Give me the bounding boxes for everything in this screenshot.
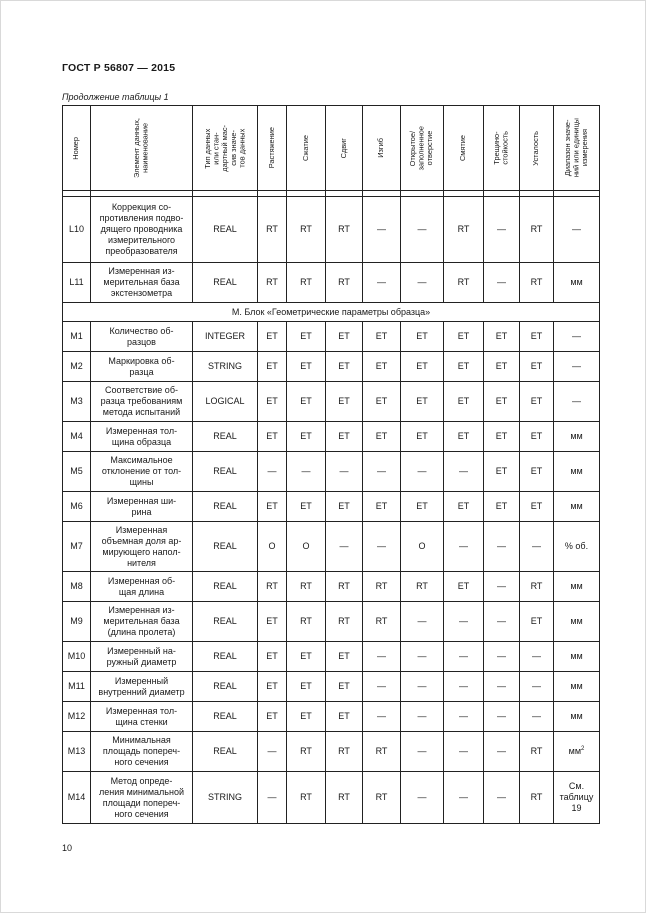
test-value-cell: ET	[520, 352, 554, 382]
test-value-cell: —	[520, 522, 554, 572]
data-type: REAL	[193, 422, 258, 452]
test-value-cell: —	[401, 772, 444, 824]
test-value-cell: RT	[444, 197, 484, 263]
column-header-label: Диапазон значе- ний или единицы измерения	[562, 118, 589, 178]
test-value-cell: ET	[326, 382, 363, 422]
column-header	[484, 106, 520, 191]
test-value-cell: ET	[444, 352, 484, 382]
test-value-cell: ET	[520, 322, 554, 352]
row-number: M11	[63, 672, 91, 702]
test-value-cell: ET	[520, 602, 554, 642]
table-row	[63, 452, 600, 492]
test-value-cell: ET	[444, 422, 484, 452]
unit-exponent: 2	[581, 746, 585, 752]
range-text: мм	[570, 431, 583, 441]
row-number: M13	[63, 732, 91, 772]
test-value-cell: ET	[444, 492, 484, 522]
test-value-cell: —	[326, 522, 363, 572]
column-header-label: Трещино- стойкость	[491, 131, 510, 165]
test-value-cell: ET	[326, 642, 363, 672]
test-value-cell: —	[401, 602, 444, 642]
test-value-cell: —	[363, 452, 401, 492]
test-value-cell: ET	[444, 572, 484, 602]
test-value-cell: RT	[287, 263, 326, 303]
test-value-cell: —	[401, 702, 444, 732]
column-header-label: Сдвиг	[338, 137, 348, 159]
range-text: мм	[570, 711, 583, 721]
table-row	[63, 572, 600, 602]
section-title: М. Блок «Геометрические параметры образца»	[63, 303, 600, 322]
page-number: 10	[62, 843, 73, 853]
range-or-unit	[554, 772, 600, 824]
row-number: M7	[63, 522, 91, 572]
test-value-cell: —	[363, 702, 401, 732]
data-element-name: Измеренная об- щая длина	[91, 572, 193, 602]
range-text: % об.	[564, 541, 589, 551]
test-value-cell: —	[401, 263, 444, 303]
test-value-cell: RT	[287, 602, 326, 642]
test-value-cell: —	[401, 672, 444, 702]
table-row	[63, 522, 600, 572]
column-header-label: Изгиб	[376, 138, 386, 158]
column-header	[91, 106, 193, 191]
range-or-unit	[554, 197, 600, 263]
data-element-name: Коррекция со- противления подво- дящего проводника измерительного преобразователя	[91, 197, 193, 263]
test-value-cell: RT	[258, 197, 287, 263]
test-value-cell: —	[363, 263, 401, 303]
range-text: мм	[570, 616, 583, 626]
range-text: —	[572, 331, 581, 341]
test-value-cell: RT	[401, 572, 444, 602]
column-header	[287, 106, 326, 191]
test-value-cell: ET	[484, 492, 520, 522]
test-value-cell: RT	[258, 263, 287, 303]
test-value-cell: —	[484, 772, 520, 824]
range-text: мм	[568, 746, 582, 756]
row-number: M9	[63, 602, 91, 642]
test-value-cell: ET	[287, 352, 326, 382]
test-value-cell: —	[484, 602, 520, 642]
data-element-name: Измеренный внутренний диаметр	[91, 672, 193, 702]
test-value-cell: —	[484, 702, 520, 732]
test-value-cell: —	[484, 522, 520, 572]
test-value-cell: —	[401, 197, 444, 263]
test-value-cell: ET	[484, 322, 520, 352]
test-value-cell: ET	[401, 322, 444, 352]
test-value-cell: ET	[444, 322, 484, 352]
table-row	[63, 672, 600, 702]
range-text: мм	[570, 466, 583, 476]
test-value-cell: RT	[326, 197, 363, 263]
column-header-label: Номер	[71, 136, 81, 160]
table-row	[63, 352, 600, 382]
data-type: REAL	[193, 602, 258, 642]
test-value-cell: ET	[401, 492, 444, 522]
data-element-name: Измеренная тол- щина стенки	[91, 702, 193, 732]
test-value-cell: ET	[363, 422, 401, 452]
table-row	[63, 642, 600, 672]
test-value-cell: —	[484, 263, 520, 303]
test-value-cell: ET	[363, 492, 401, 522]
range-or-unit	[554, 422, 600, 452]
table-row	[63, 197, 600, 263]
range-text: —	[572, 224, 581, 234]
test-value-cell: ET	[484, 352, 520, 382]
data-type: REAL	[193, 263, 258, 303]
test-value-cell: —	[444, 522, 484, 572]
test-value-cell: ET	[287, 422, 326, 452]
test-value-cell: RT	[287, 197, 326, 263]
row-number: M14	[63, 772, 91, 824]
test-value-cell: ET	[287, 702, 326, 732]
data-element-name: Измеренная объемная доля ар- мирующего напол- нителя	[91, 522, 193, 572]
test-value-cell: —	[520, 672, 554, 702]
column-header	[401, 106, 444, 191]
column-header	[193, 106, 258, 191]
test-value-cell: ET	[401, 382, 444, 422]
spec-table	[62, 105, 600, 824]
row-number: M3	[63, 382, 91, 422]
row-number: M1	[63, 322, 91, 352]
test-value-cell: —	[444, 732, 484, 772]
range-or-unit	[554, 263, 600, 303]
test-value-cell: RT	[363, 602, 401, 642]
row-number: M6	[63, 492, 91, 522]
test-value-cell: —	[444, 452, 484, 492]
column-header	[554, 106, 600, 191]
data-type: REAL	[193, 197, 258, 263]
test-value-cell: O	[287, 522, 326, 572]
test-value-cell: ET	[326, 422, 363, 452]
data-type: REAL	[193, 642, 258, 672]
test-value-cell: ET	[258, 322, 287, 352]
data-type: REAL	[193, 492, 258, 522]
test-value-cell: —	[484, 197, 520, 263]
test-value-cell: —	[444, 672, 484, 702]
row-number: M5	[63, 452, 91, 492]
test-value-cell: —	[520, 642, 554, 672]
column-header	[326, 106, 363, 191]
row-number: M2	[63, 352, 91, 382]
test-value-cell: —	[444, 702, 484, 732]
range-or-unit	[554, 382, 600, 422]
test-value-cell: —	[484, 732, 520, 772]
test-value-cell: ET	[326, 352, 363, 382]
column-header	[363, 106, 401, 191]
data-type: REAL	[193, 732, 258, 772]
test-value-cell: ET	[287, 672, 326, 702]
data-type: INTEGER	[193, 322, 258, 352]
range-text: мм	[570, 581, 583, 591]
test-value-cell: ET	[363, 382, 401, 422]
row-number: L10	[63, 197, 91, 263]
data-element-name: Измеренная из- мерительная база (длина пролета)	[91, 602, 193, 642]
test-value-cell: RT	[287, 572, 326, 602]
range-or-unit	[554, 522, 600, 572]
test-value-cell: —	[444, 602, 484, 642]
test-value-cell: RT	[520, 263, 554, 303]
test-value-cell: —	[287, 452, 326, 492]
row-number: L11	[63, 263, 91, 303]
range-or-unit	[554, 352, 600, 382]
test-value-cell: RT	[520, 732, 554, 772]
test-value-cell: —	[401, 642, 444, 672]
range-text: мм	[570, 277, 583, 287]
test-value-cell: ET	[444, 382, 484, 422]
test-value-cell: ET	[520, 492, 554, 522]
row-number: M4	[63, 422, 91, 452]
column-header-label: Открытое/ заполненное отверстие	[408, 125, 435, 171]
data-type: REAL	[193, 572, 258, 602]
range-or-unit	[554, 492, 600, 522]
test-value-cell: ET	[287, 382, 326, 422]
row-number: M10	[63, 642, 91, 672]
range-or-unit	[554, 732, 600, 772]
column-header-label: Усталость	[531, 130, 541, 166]
range-text: См. таблицу 19	[559, 781, 594, 813]
test-value-cell: RT	[363, 772, 401, 824]
test-value-cell: ET	[287, 642, 326, 672]
test-value-cell: ET	[258, 602, 287, 642]
test-value-cell: —	[484, 672, 520, 702]
range-or-unit	[554, 672, 600, 702]
test-value-cell: ET	[363, 352, 401, 382]
test-value-cell: ET	[287, 322, 326, 352]
range-or-unit	[554, 642, 600, 672]
test-value-cell: —	[363, 672, 401, 702]
test-value-cell: RT	[520, 197, 554, 263]
test-value-cell: ET	[258, 382, 287, 422]
test-value-cell: RT	[287, 772, 326, 824]
test-value-cell: RT	[326, 263, 363, 303]
test-value-cell: —	[484, 642, 520, 672]
test-value-cell: ET	[287, 492, 326, 522]
test-value-cell: ET	[401, 352, 444, 382]
range-text: мм	[570, 651, 583, 661]
data-element-name: Измеренный на- ружный диаметр	[91, 642, 193, 672]
test-value-cell: ET	[520, 422, 554, 452]
table-caption: Продолжение таблицы 1	[62, 92, 169, 102]
test-value-cell: —	[326, 452, 363, 492]
test-value-cell: —	[363, 642, 401, 672]
test-value-cell: RT	[363, 732, 401, 772]
column-header	[258, 106, 287, 191]
test-value-cell: ET	[484, 422, 520, 452]
test-value-cell: —	[363, 522, 401, 572]
table-row	[63, 422, 600, 452]
test-value-cell: RT	[326, 772, 363, 824]
section-row	[63, 303, 600, 322]
test-value-cell: ET	[484, 452, 520, 492]
column-header-label: Элемент данных, наименование	[131, 118, 150, 178]
data-element-name: Измеренная тол- щина образца	[91, 422, 193, 452]
test-value-cell: O	[401, 522, 444, 572]
column-header-label: Тип данных или стан- дартный мас- сив значе- тов данных	[202, 124, 246, 172]
data-element-name: Измеренная из- мерительная база экстензометра	[91, 263, 193, 303]
data-element-name: Измеренная ши- рина	[91, 492, 193, 522]
test-value-cell: —	[258, 732, 287, 772]
range-text: мм	[570, 501, 583, 511]
data-element-name: Метод опреде- ления минимальной площади попереч- ного сечения	[91, 772, 193, 824]
table-row	[63, 263, 600, 303]
range-or-unit	[554, 602, 600, 642]
test-value-cell: ET	[258, 642, 287, 672]
data-element-name: Маркировка об- разца	[91, 352, 193, 382]
row-number: M8	[63, 572, 91, 602]
test-value-cell: ET	[363, 322, 401, 352]
column-header-label: Смятие	[458, 134, 468, 162]
table-row	[63, 382, 600, 422]
table-row	[63, 732, 600, 772]
test-value-cell: —	[258, 772, 287, 824]
column-header	[520, 106, 554, 191]
range-text: —	[572, 361, 581, 371]
test-value-cell: ET	[326, 702, 363, 732]
test-value-cell: RT	[363, 572, 401, 602]
table-row	[63, 772, 600, 824]
column-header-label: Сжатие	[300, 134, 310, 161]
test-value-cell: RT	[287, 732, 326, 772]
test-value-cell: —	[484, 572, 520, 602]
range-or-unit	[554, 572, 600, 602]
test-value-cell: —	[520, 702, 554, 732]
test-value-cell: O	[258, 522, 287, 572]
range-or-unit	[554, 452, 600, 492]
test-value-cell: ET	[520, 452, 554, 492]
test-value-cell: ET	[258, 672, 287, 702]
test-value-cell: —	[401, 732, 444, 772]
test-value-cell: —	[401, 452, 444, 492]
data-type: STRING	[193, 352, 258, 382]
column-header-label: Растяжение	[266, 127, 276, 169]
column-header	[444, 106, 484, 191]
test-value-cell: ET	[258, 492, 287, 522]
table-row	[63, 492, 600, 522]
data-type: STRING	[193, 772, 258, 824]
test-value-cell: ET	[258, 352, 287, 382]
test-value-cell: ET	[520, 382, 554, 422]
test-value-cell: ET	[258, 422, 287, 452]
test-value-cell: ET	[326, 322, 363, 352]
row-number: M12	[63, 702, 91, 732]
test-value-cell: ET	[401, 422, 444, 452]
data-type: LOGICAL	[193, 382, 258, 422]
range-or-unit	[554, 702, 600, 732]
data-element-name: Количество об- разцов	[91, 322, 193, 352]
test-value-cell: RT	[326, 572, 363, 602]
test-value-cell: ET	[258, 702, 287, 732]
test-value-cell: RT	[258, 572, 287, 602]
test-value-cell: RT	[444, 263, 484, 303]
test-value-cell: —	[444, 642, 484, 672]
test-value-cell: RT	[326, 732, 363, 772]
test-value-cell: ET	[484, 382, 520, 422]
test-value-cell: RT	[520, 572, 554, 602]
document-header: ГОСТ Р 56807 — 2015	[62, 62, 176, 74]
test-value-cell: RT	[520, 772, 554, 824]
data-element-name: Минимальная площадь попереч- ного сечения	[91, 732, 193, 772]
data-type: REAL	[193, 702, 258, 732]
data-element-name: Соответствие об- разца требованиям метода испытаний	[91, 382, 193, 422]
data-type: REAL	[193, 452, 258, 492]
range-text: мм	[570, 681, 583, 691]
test-value-cell: —	[258, 452, 287, 492]
data-element-name: Максимальное отклонение от тол- щины	[91, 452, 193, 492]
test-value-cell: RT	[326, 602, 363, 642]
range-or-unit	[554, 322, 600, 352]
table-row	[63, 702, 600, 732]
column-header	[63, 106, 91, 191]
header-row	[63, 106, 600, 191]
test-value-cell: —	[444, 772, 484, 824]
table-row	[63, 602, 600, 642]
table-row	[63, 322, 600, 352]
test-value-cell: —	[363, 197, 401, 263]
range-text: —	[572, 396, 581, 406]
test-value-cell: ET	[326, 492, 363, 522]
test-value-cell: ET	[326, 672, 363, 702]
data-type: REAL	[193, 672, 258, 702]
data-type: REAL	[193, 522, 258, 572]
